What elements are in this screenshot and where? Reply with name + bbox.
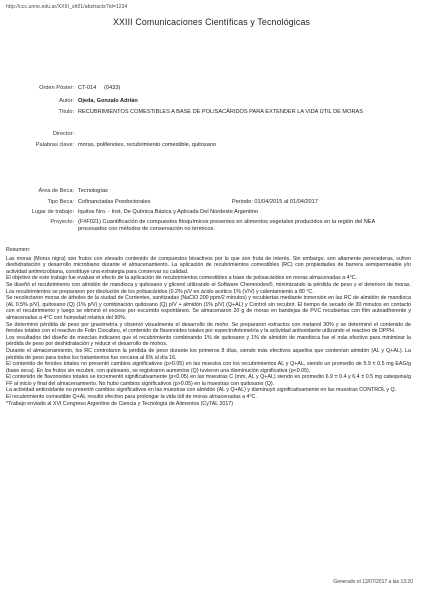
proyecto-value: (F#F021) Cuantificación de compuestos fitoquímicos presentes en alimentos vegetales producidos en la región del NEA procesados con métodos de conservación no térmicos. [78, 219, 375, 232]
orden-poster-value [78, 85, 363, 92]
abstract-paragraph: Durante el almacenamiento, los RC controlaron la pérdida de peso durante los primeros 8 días, siendo más efectivos aquellos que contenían almidón (AL y Q+AL). La pérdida de peso para todos los tratamientos fue cercana al 6% al día 16. [6, 347, 411, 361]
abstract-paragraph: El contenido de flavonoides totales se incrementó significativamente (p<0.05) en las muestras C (mm, AL y Q+AL) siendo en promedio 6.9 ± 0.4 y 6.4 ± 0.5 mg catequina/g FF al inicio y final del almacenamiento. No hubo cambios significativos (p>0.05) en la muestras con quitosano (Q). [6, 374, 411, 387]
lugar-value: Iquitos Nro. - Inst. De Química Básica y Aplicada Del Nordeste Argentino [78, 209, 259, 215]
proyecto-label: Proyecto: [50, 219, 74, 225]
abstract-section [6, 247, 411, 407]
titulo-value: RECUBRIMIENTOS COMESTIBLES A BASE DE POLISACÁRIDOS PARA EXTENDER LA VIDA ÚTIL DE MORAS [78, 109, 363, 115]
abstract-paragraph: Las moras (Morus nigra) son frutos con elevado contenido de compuestos bioactivos por lo que son fruta de interés. Sin embargo, son altamente perecederas, sufren deshidratación y desarrollo microbiano durante el almacenamiento. La aplicación de recubrimientos comestibles (RC) con propiedades de barrera semipermeable y/o actividad antimicrobiana, constituye una estrategia para conservar su calidad. [6, 255, 411, 275]
orden-poster-code: CT-014 [78, 85, 97, 91]
area-label: Área de Beca: [38, 188, 74, 194]
page-url: http://ccc.unne.edu.ar/XXIII_sh01/abstracts?id=1234 [6, 4, 128, 10]
conference-title: XXIII Comunicaciones Científicas y Tecnológicas [112, 17, 311, 27]
autor-value: Ojeda, Gonzalo Adrián [78, 98, 138, 104]
abstract-heading: Resumen: [6, 247, 31, 253]
lugar-label: Lugar de trabajo: [31, 209, 74, 215]
abstract-paragraph: La actividad antioxidante no presentó cambios significativos en las muestras con almidón (AL y Q+AL) y disminuyó significativamente en las muestras CONTROL y Q. [6, 387, 397, 394]
abstract-paragraph: El objetivo de este trabajo fue evaluar el efecto de la aplicación de recubrimientos comestibles a base de polisacáridos en moras almacenadas a 4°C. [6, 275, 358, 282]
periodo-value: Periodo: 01/04/2015 al 01/04/2017 [232, 199, 318, 205]
abstract-paragraph: El contenido de fenoles totales no presentó cambios significativos (p>0.05) en las muestra con los recubrimientos AL y Q+AL, siendo un promedio de 5.9 ± 0.5 mg EAG/g (base seca). En los frutos sin recubrir, con quitosano, se registraron aumentos (Q) tuvieron una disminución significativa (p<0.05). [6, 361, 411, 374]
orden-poster-label: Orden Póster: [39, 85, 74, 91]
abstract-paragraph: Se determinó pérdida de peso por gravimetría y observó visualmente el desarrollo de moho. Se prepararon extractos con metanol 30% y se determinó el contenido de fenoles totales con el reactivo de Folin Ciocalteu, el contenido de flavonoides totales por espectrofotometría y la actividad antioxidante utilizando el reactivo de DPPH. [6, 321, 411, 335]
palabras-clave-label: Palabras clave: [35, 142, 74, 148]
palabras-clave-value: moras, polifenoles, recubrimiento comestible, quitosano [78, 142, 217, 148]
abstract-paragraph: El recubrimiento comestible Q+AL resultó efectivo para prolongar la vida útil de moras almacenadas a 4°C. [6, 394, 257, 401]
tipo-beca-value: Cofinanciadas Posdoctorales [78, 199, 151, 205]
abstract-paragraph: Los resultados del diseño de mezclas indicaron que el recubrimiento combinando 1% de quitosano y 1% de almidón de mandioca fue el más efectivo para minimizar la pérdida de peso por deshidratación y reducir el desarrollo de mohos. [6, 334, 411, 348]
orden-poster-extra: (0433) [104, 85, 121, 91]
titulo-label: Título: [58, 109, 74, 115]
abstract-footnote: *Trabajo enviado al XVI Congreso Argentino de Ciencia y Tecnología de Alimentos (CyTAL 2017) [6, 400, 234, 407]
tipo-beca-label: Tipo Beca: [47, 199, 74, 205]
area-value: Tecnologías [78, 188, 108, 194]
autor-label: Autor: [59, 98, 74, 104]
abstract-paragraph: Se diseñó el recubrimiento con almidón de mandioca y quitosano y glicerol utilizando el Software Chemoodes®, minimizando la pérdida de peso y el deterioro de moras. Los recubrimientos se prepararon por disolución de los polisacáridos (0.2% p/V en ácido acético 1% (V/V) y calentamiento a 80 °C. [6, 281, 411, 295]
generated-timestamp: Generado el 13/07/2017 a las 13:20 [333, 579, 413, 585]
abstract-paragraph: Se recolectaron moras de árboles de la ciudad de Corrientes, sanitizadas (NaClO 200 ppm/2 minutos) y recubiertas mediante inmersión en las RC de almidón de mandioca (AL 0.5% p/V), quitosano (Q) (1% p/V) y combinación quitosano (Q) p/V + almidón (1% p/V) (Q+AL) y Control sin recubrir. El tiempo de secado de 30 minutos en contacto con el recubrimiento y luego se eliminó el exceso por escurrido espontáneo. Se almacenaron 20 g de moras en bandejas de PVC recubiertas con film autoadherente y almacenadas a 4°C con humedad relativa del 90%. [6, 295, 411, 321]
director-label: Director: [52, 131, 74, 137]
